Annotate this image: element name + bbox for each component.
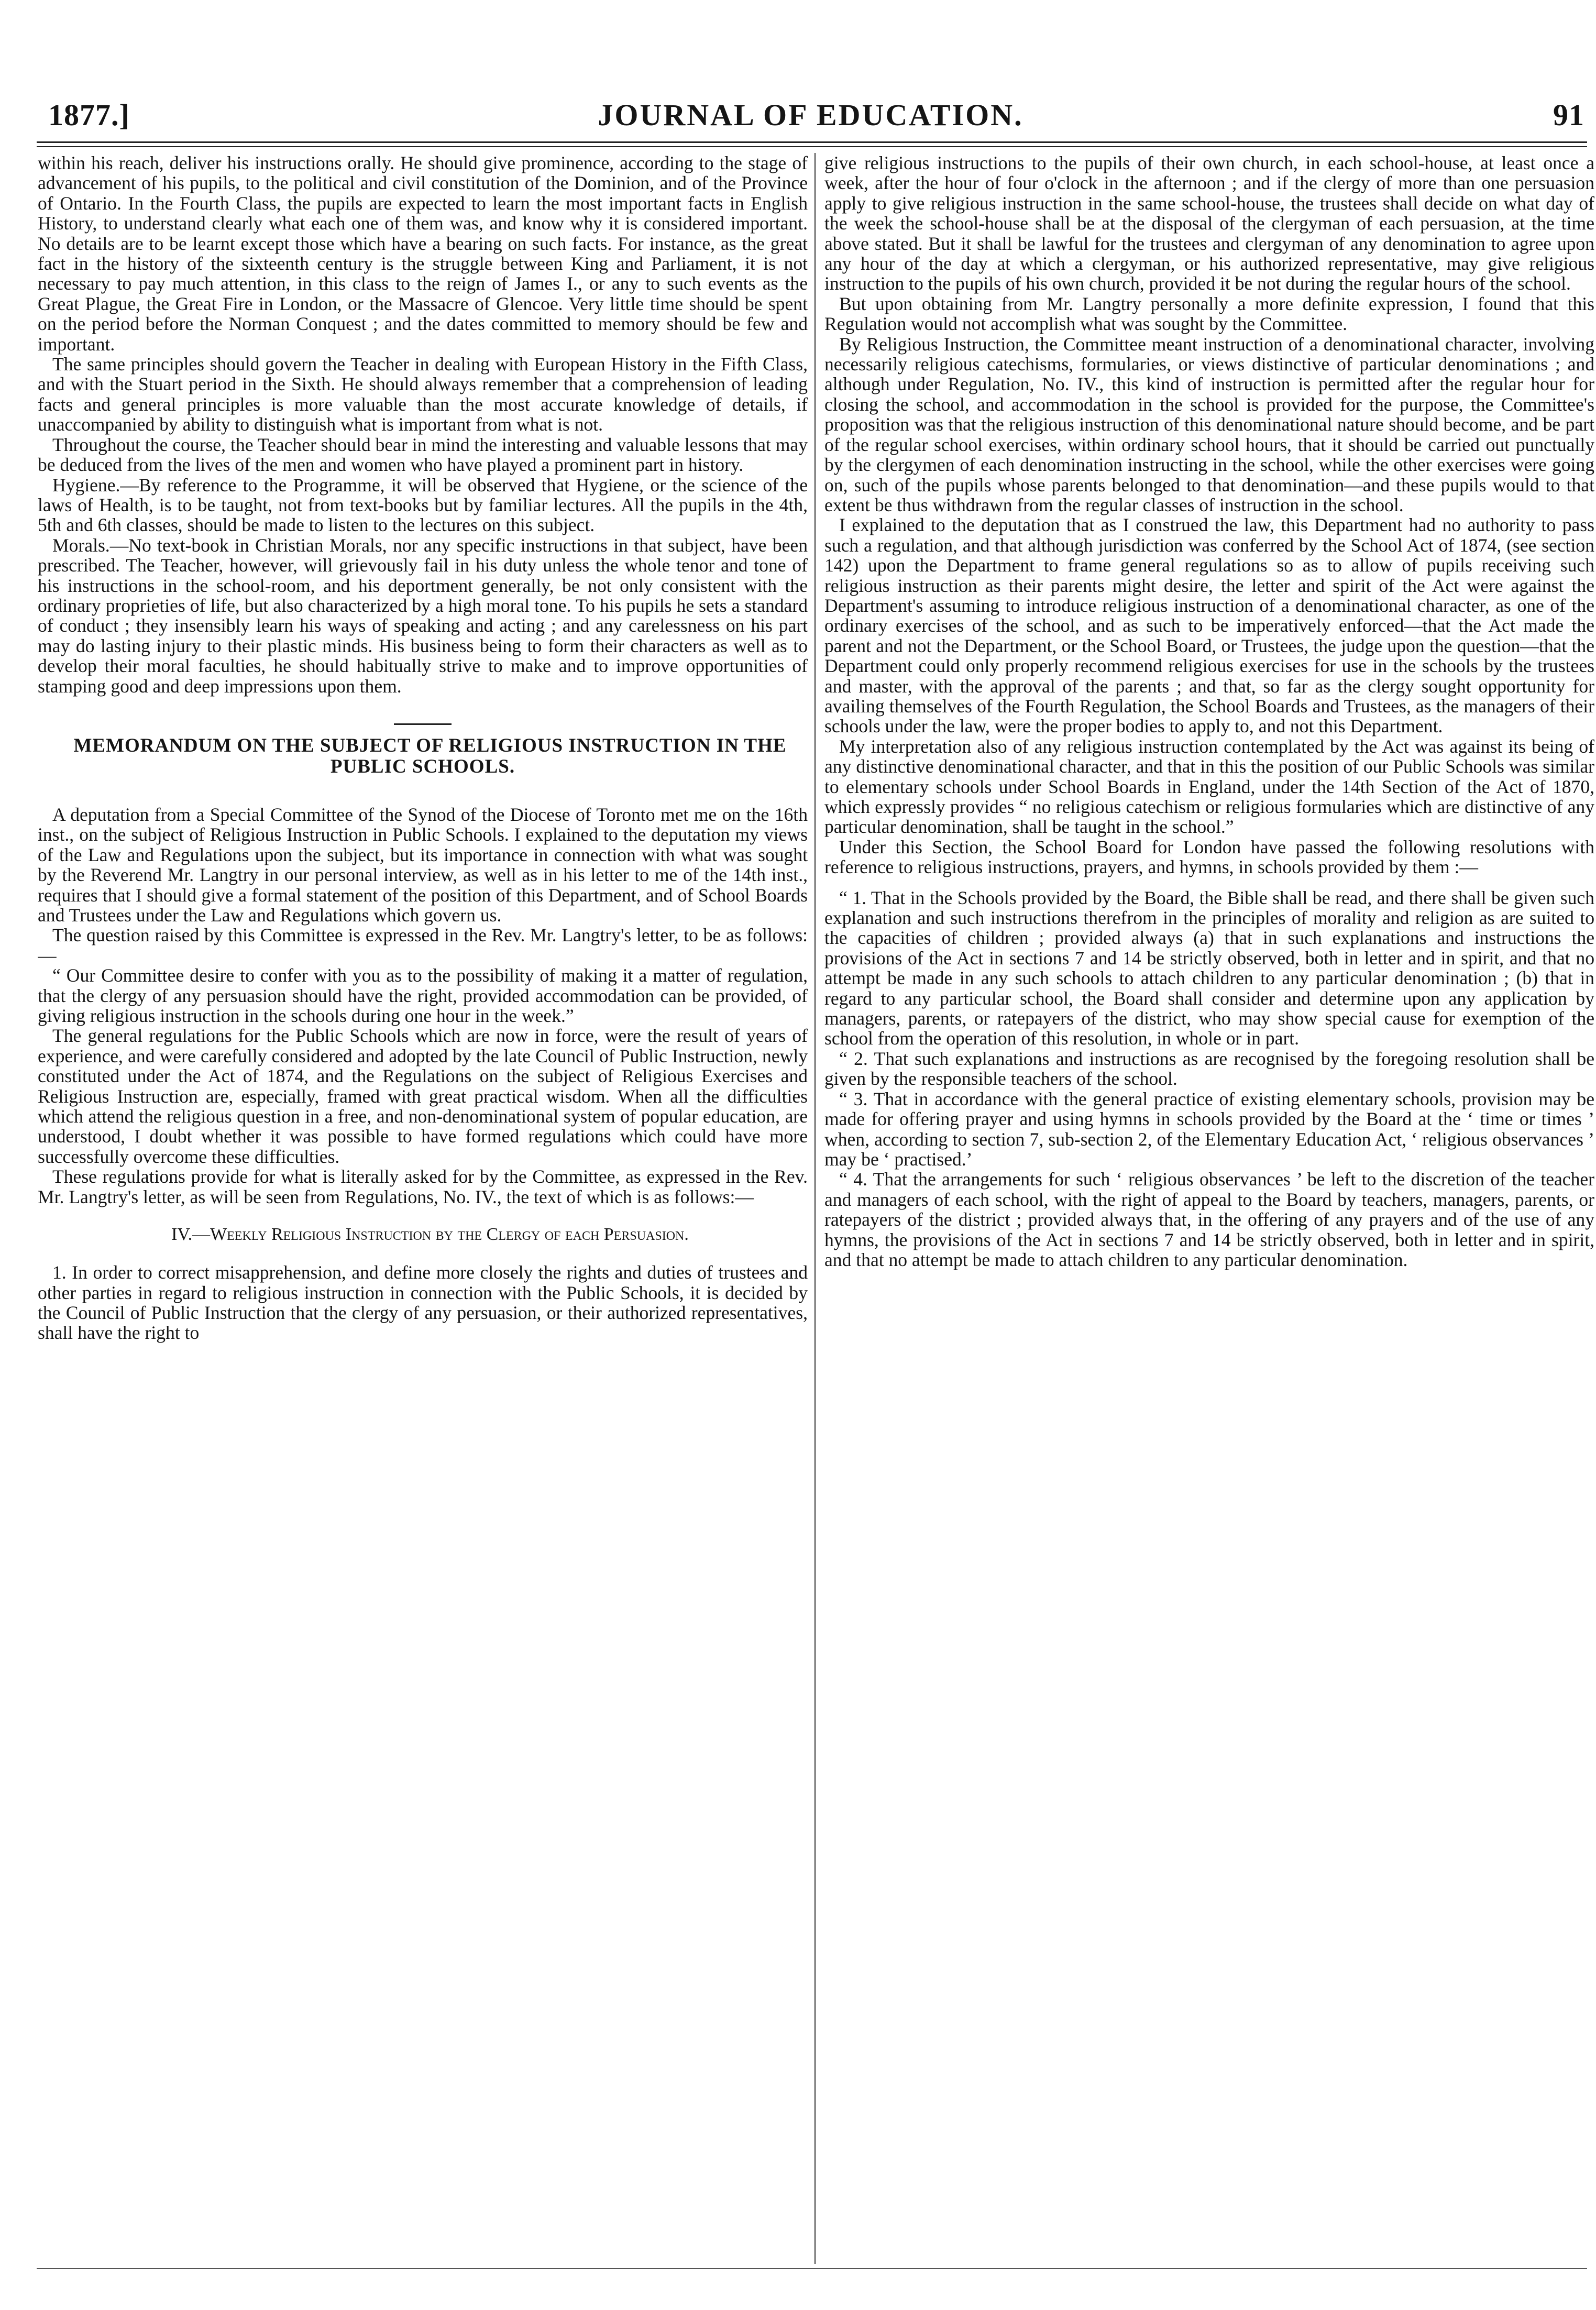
resolution-item: “ 2. That such explanations and instructions as are recognised by the foregoing resolution shall be given by the responsible teachers of the school. xyxy=(824,1048,1594,1090)
right-column xyxy=(824,153,1594,2264)
body-paragraph: Under this Section, the School Board for London have passed the following resolutions with reference to religious instructions, prayers, and hymns, in schools provided by them :— xyxy=(824,836,1594,878)
page-number: 91 xyxy=(1553,98,1584,132)
resolution-item: “ 3. That in accordance with the general practice of existing elementary schools, provision may be made for offering prayer and using hymns in schools provided by the Board at the ‘ time or times ’ when, according to section 7, sub-section 2, of the Elementary Education Act, ‘ religious observances ’ may be ‘ practised.’ xyxy=(824,1088,1594,1170)
body-paragraph: I explained to the deputation that as I construed the law, this Department had no authority to pass such a regulation, and that although jurisdiction was conferred by the School Act of 1874, (see section 142) upon the Department to frame general regulations so as to allow of pupils receiving such religious instruction as their parents might desire, the letter and spirit of the Act were against the Department's assuming to introduce religious instruction of a denominational character, as one of the ordinary exercises of the school, and as such to be imperatively enforced—that the Act made the parent and not the Department, or the School Board, or Trustees, the judge upon the question—that the Department could only properly recommend religious exercises for use in the schools by the trustees and master, with the approval of the parents ; and that, so far as the clergy sought opportunity for availing themselves of the Fourth Regulation, the School Boards and Trustees, as the managers of their schools under the law, were the proper bodies to apply to, and not this Department. xyxy=(824,514,1594,737)
morals-paragraph: Morals.—No text-book in Christian Morals, nor any specific instructions in that subject, have been prescribed. The Teacher, however, will grievously fail in his duty unless the whole tenor and tone of his instructions in the school-room, and his deportment generally, be not only consistent with the ordinary proprieties of life, but also characterized by a high moral tone. To his pupils he sets a standard of conduct ; they insensibly learn his ways of speaking and acting ; and any carelessness on his part may do lasting injury to their plastic minds. His business being to form their characters as well as to develop their moral faculties, he should habitually strive to make and to improve opportunities of stamping good and deep impressions upon them. xyxy=(38,534,808,697)
memorandum-heading: MEMORANDUM ON THE SUBJECT OF RELIGIOUS INSTRUCTION IN THE PUBLIC SCHOOLS. xyxy=(73,734,787,777)
header-year: 1877.] xyxy=(48,98,130,132)
body-paragraph: These regulations provide for what is literally asked for by the Committee, as expressed in the Rev. Mr. Langtry's letter, as will be seen from Regulations, No. IV., the text of which is as follows:— xyxy=(38,1166,808,1207)
body-paragraph: My interpretation also of any religious instruction contemplated by the Act was against its being of any distinctive denominational character, and that in this the position of our Public Schools was similar to elementary schools under School Boards in England, under the 14th Section of the Act of 1870, which expressly provides “ no religious catechism or religious formularies which are distinctive of any particular denomination, shall be taught in the school.” xyxy=(824,735,1594,838)
body-paragraph: The question raised by this Committee is expressed in the Rev. Mr. Langtry's letter, to be as follows:— xyxy=(38,925,808,966)
resolution-item: “ 4. That the arrangements for such ‘ religious observances ’ be left to the discretion of the teacher and managers of each school, with the right of appeal to the Board by teachers, managers, parents, or ratepayers of the district ; provided always that, in the offering of any prayers and of the use of any hymns, the provisions of the Act in sections 7 and 14 be strictly observed, both in letter and in spirit, and that no attempt be made to attach children to any particular denomination. xyxy=(824,1169,1594,1270)
regulation-heading: IV.—Weekly Religious Instruction by the Clergy of each Persuasion. xyxy=(171,1225,689,1245)
quoted-request: “ Our Committee desire to confer with you as to the possibility of making it a matter of regulation, that the clergy of any persuasion should have the right, provided accommodation can be provided, of giving religious instruction in the schools during one hour in the week.” xyxy=(38,965,808,1027)
body-paragraph: give religious instructions to the pupils of their own church, in each school-house, at least once a week, after the hour of four o'clock in the afternoon ; and if the clergy of more than one persuasion apply to give religious instruction in the same school-house, the trustees shall decide on what day of the week the school-house shall be at the disposal of the clergyman of each persuasion, at the time above stated. But it shall be lawful for the trustees and clergyman of any denomination to agree upon any hour of the day at which a clergyman, or his authorized representative, may give religious instruction to the pupils of his own church, provided it be not during the regular hours of the school. xyxy=(824,153,1594,294)
journal-title: JOURNAL OF EDUCATION. xyxy=(598,98,1023,132)
regulation-paragraph: 1. In order to correct misapprehension, and define more closely the rights and duties of trustees and other parties in regard to religious instruction in connection with the Public Schools, it is decided by the Council of Public Instruction that the clergy of any persuasion, or their authorized representatives, shall have the right to xyxy=(38,1262,808,1344)
resolution-item: “ 1. That in the Schools provided by the Board, the Bible shall be read, and there shall be given such explanation and such instructions therefrom in the principles of morality and religion as are suited to the capacities of children ; provided always (a) that in such explanations and instructions the provisions of the Act in sections 7 and 14 be strictly observed, both in letter and in spirit, and that no attempt be made in any such schools to attach children to any particular denomination ; (b) that in regard to any particular school, the Board shall consider and determine upon any application by managers, parents, or ratepayers of the district, who may show special cause for exemption of the school from the operation of this resolution, in whole or in part. xyxy=(824,887,1594,1049)
header-rule-thin xyxy=(37,146,1587,147)
header-rule xyxy=(37,141,1587,143)
body-paragraph: The same principles should govern the Teacher in dealing with European History in the Fifth Class, and with the Stuart period in the Sixth. He should always remember that a comprehension of leading facts and general principles is more valuable than the most accurate knowledge of details, if unaccompanied by ability to distinguish what is important from what is not. xyxy=(38,354,808,435)
body-paragraph: A deputation from a Special Committee of the Synod of the Diocese of Toronto met me on the 16th inst., on the subject of Religious Instruction in Public Schools. I explained to the deputation my views of the Law and Regulations upon the subject, but its importance in connection with what was sought by the Reverend Mr. Langtry in our personal interview, as well as in his letter to me of the 14th inst., requires that I should give a formal statement of the position of this Department, and of School Boards and Trustees under the Law and Regulations which govern us. xyxy=(38,804,808,926)
hygiene-paragraph: Hygiene.—By reference to the Programme, it will be observed that Hygiene, or the science of the laws of Health, is to be taught, not from text-books but by familiar lectures. All the pupils in the 4th, 5th and 6th classes, should be made to listen to the lectures on this subject. xyxy=(38,474,808,536)
body-paragraph: But upon obtaining from Mr. Langtry personally a more definite expression, I found that this Regulation would not accomplish what was sought by the Committee. xyxy=(824,293,1594,335)
footer-rule xyxy=(37,2268,1587,2269)
body-paragraph: Throughout the course, the Teacher should bear in mind the interesting and valuable lessons that may be deduced from the lives of the men and women who have played a prominent part in history. xyxy=(38,434,808,476)
running-head xyxy=(37,94,1584,136)
body-paragraph: The general regulations for the Public Schools which are now in force, were the result of years of experience, and were carefully considered and adopted by the late Council of Public Instruction, newly constituted under the Act of 1874, and the Regulations on the subject of Religious Exercises and Religious Instruction are, especially, framed with great practical wisdom. When all the difficulties which attend the religious question in a free, and non-denominational system of popular education, are understood, I doubt whether it was possible to have formed regulations which could have more successfully overcome these difficulties. xyxy=(38,1025,808,1167)
left-column xyxy=(38,153,808,2264)
column-divider xyxy=(814,153,816,2264)
body-paragraph: By Religious Instruction, the Committee meant instruction of a denominational character, involving necessarily religious catechisms, formularies, or views distinctive of particular denominations ; and although under Regulation, No. IV., this kind of instruction is permitted after the regular hour for closing the school, and accommodation in the school is provided for the purpose, the Committee's proposition was that the religious instruction of this denominational nature should become, and be part of the regular school exercises, within ordinary school hours, that it should be carried out punctually by the clergymen of each denomination instructing in the school, while the other exercises were going on, such of the pupils whose parents belonged to that denomination—and these pupils would to that extent be thus withdrawn from the regular classes of instruction in the school. xyxy=(824,333,1594,515)
body-paragraph: within his reach, deliver his instructions orally. He should give prominence, according to the stage of advancement of his pupils, to the political and civil constitution of the Dominion, and of the Province of Ontario. In the Fourth Class, the pupils are expected to learn the most important facts in English History, to understand clearly what each one of them was, and know why it is considered important. No details are to be learnt except those which have a bearing on such facts. For instance, as the great fact in the history of the sixteenth century is the struggle between King and Parliament, it is not necessary to pay much attention, in this class to the reign of James I., or any to such events as the Great Plague, the Great Fire in London, or the Massacre of Glencoe. Very little time should be spent on the period before the Norman Conquest ; and the dates committed to memory should be few and important. xyxy=(38,153,808,355)
